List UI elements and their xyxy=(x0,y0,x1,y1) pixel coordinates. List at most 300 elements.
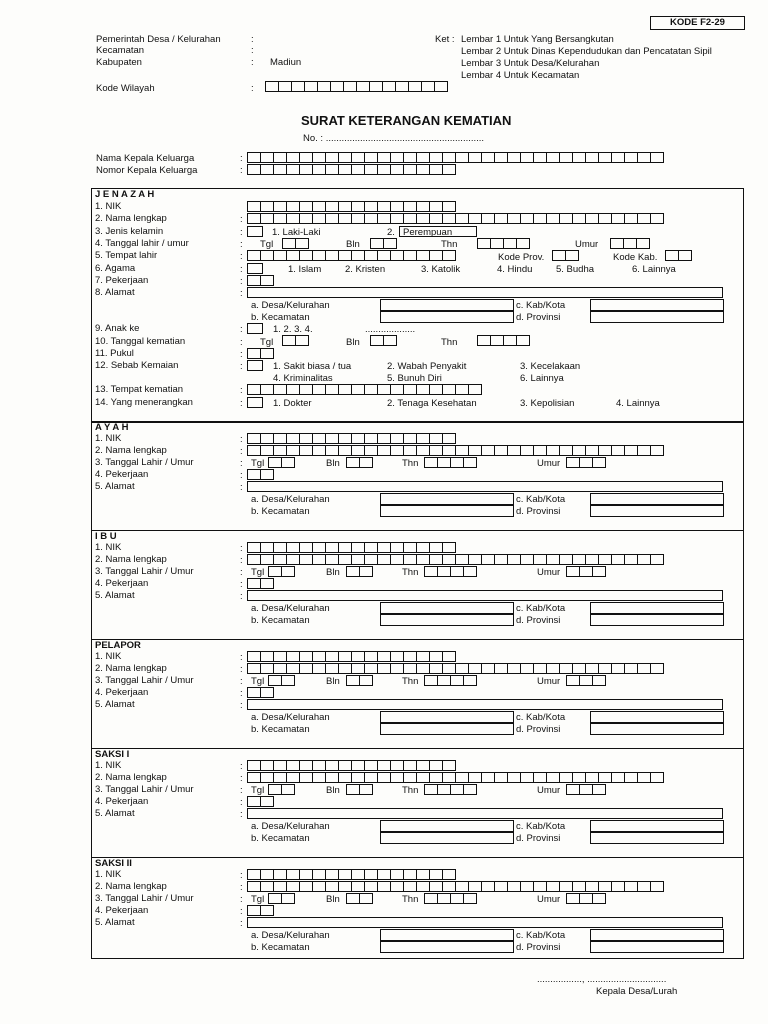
saksi1-alamat-input[interactable] xyxy=(247,808,723,819)
input-cell[interactable] xyxy=(579,893,593,904)
input-cell[interactable] xyxy=(416,554,430,565)
input-cell[interactable] xyxy=(566,675,580,686)
input-cell[interactable] xyxy=(585,881,599,892)
input-cell[interactable] xyxy=(273,213,287,224)
input-cell[interactable] xyxy=(351,760,365,771)
input-cell[interactable] xyxy=(286,201,300,212)
input-cell[interactable] xyxy=(442,152,456,163)
input-cell[interactable] xyxy=(429,760,443,771)
input-cell[interactable] xyxy=(390,152,404,163)
saksi2-nik-cells[interactable] xyxy=(247,869,455,880)
input-cell[interactable] xyxy=(351,869,365,880)
input-cell[interactable] xyxy=(351,542,365,553)
addr-prov-input[interactable] xyxy=(590,311,724,323)
input-cell[interactable] xyxy=(429,663,443,674)
input-cell[interactable] xyxy=(665,250,679,261)
saksi1-kota-input[interactable] xyxy=(590,820,724,832)
input-cell[interactable] xyxy=(299,760,313,771)
input-cell[interactable] xyxy=(299,152,313,163)
input-cell[interactable] xyxy=(346,675,360,686)
kematian-tgl-cells[interactable] xyxy=(282,335,308,346)
input-cell[interactable] xyxy=(455,772,469,783)
input-cell[interactable] xyxy=(650,772,664,783)
input-cell[interactable] xyxy=(377,663,391,674)
input-cell[interactable] xyxy=(481,152,495,163)
input-cell[interactable] xyxy=(552,250,566,261)
input-cell[interactable] xyxy=(273,881,287,892)
input-cell[interactable] xyxy=(546,881,560,892)
input-cell[interactable] xyxy=(566,784,580,795)
input-cell[interactable] xyxy=(338,651,352,662)
input-cell[interactable] xyxy=(286,663,300,674)
input-cell[interactable] xyxy=(364,663,378,674)
input-cell[interactable] xyxy=(579,566,593,577)
input-cell[interactable] xyxy=(338,152,352,163)
input-cell[interactable] xyxy=(351,164,365,175)
lahir-umur-cells[interactable] xyxy=(610,238,649,249)
input-cell[interactable] xyxy=(312,651,326,662)
input-cell[interactable] xyxy=(338,250,352,261)
input-cell[interactable] xyxy=(286,651,300,662)
input-cell[interactable] xyxy=(325,772,339,783)
input-cell[interactable] xyxy=(463,675,477,686)
jenazah-nama-cells[interactable] xyxy=(247,213,663,224)
input-cell[interactable] xyxy=(260,905,274,916)
saksi1-desa-input[interactable] xyxy=(380,820,514,832)
input-cell[interactable] xyxy=(579,457,593,468)
input-cell[interactable] xyxy=(598,772,612,783)
input-cell[interactable] xyxy=(455,213,469,224)
input-cell[interactable] xyxy=(338,881,352,892)
input-cell[interactable] xyxy=(463,893,477,904)
input-cell[interactable] xyxy=(299,164,313,175)
input-cell[interactable] xyxy=(247,869,261,880)
input-cell[interactable] xyxy=(260,881,274,892)
ayah-nik-cells[interactable] xyxy=(247,433,455,444)
input-cell[interactable] xyxy=(442,384,456,395)
input-cell[interactable] xyxy=(325,651,339,662)
input-cell[interactable] xyxy=(346,566,360,577)
ibu-kota-input[interactable] xyxy=(590,602,724,614)
input-cell[interactable] xyxy=(637,554,651,565)
input-cell[interactable] xyxy=(312,542,326,553)
input-cell[interactable] xyxy=(442,869,456,880)
input-cell[interactable] xyxy=(312,201,326,212)
input-cell[interactable] xyxy=(611,772,625,783)
input-cell[interactable] xyxy=(273,554,287,565)
input-cell[interactable] xyxy=(370,335,384,346)
saksi1-pekerjaan-cells[interactable] xyxy=(247,796,273,807)
input-cell[interactable] xyxy=(403,869,417,880)
input-cell[interactable] xyxy=(481,663,495,674)
input-cell[interactable] xyxy=(637,213,651,224)
input-cell[interactable] xyxy=(494,152,508,163)
input-cell[interactable] xyxy=(494,772,508,783)
input-cell[interactable] xyxy=(260,348,274,359)
input-cell[interactable] xyxy=(442,760,456,771)
input-cell[interactable] xyxy=(468,881,482,892)
input-cell[interactable] xyxy=(494,663,508,674)
saksi1-nama-cells[interactable] xyxy=(247,772,663,783)
input-cell[interactable] xyxy=(325,663,339,674)
input-cell[interactable] xyxy=(260,796,274,807)
input-cell[interactable] xyxy=(450,784,464,795)
input-cell[interactable] xyxy=(598,663,612,674)
pelapor-prov-input[interactable] xyxy=(590,723,724,735)
input-cell[interactable] xyxy=(346,457,360,468)
saksi2-umur-cells[interactable] xyxy=(566,893,605,904)
input-cell[interactable] xyxy=(481,213,495,224)
input-cell[interactable] xyxy=(268,675,282,686)
ayah-kec-input[interactable] xyxy=(380,505,514,517)
input-cell[interactable] xyxy=(650,445,664,456)
input-cell[interactable] xyxy=(247,578,261,589)
kode-wilayah-cells[interactable] xyxy=(265,81,447,92)
input-cell[interactable] xyxy=(299,201,313,212)
input-cell[interactable] xyxy=(377,250,391,261)
input-cell[interactable] xyxy=(403,384,417,395)
input-cell[interactable] xyxy=(377,384,391,395)
input-cell[interactable] xyxy=(424,566,438,577)
input-cell[interactable] xyxy=(260,869,274,880)
input-cell[interactable] xyxy=(364,445,378,456)
input-cell[interactable] xyxy=(520,445,534,456)
input-cell[interactable] xyxy=(637,663,651,674)
input-cell[interactable] xyxy=(455,554,469,565)
input-cell[interactable] xyxy=(260,250,274,261)
saksi1-nik-cells[interactable] xyxy=(247,760,455,771)
ayah-kota-input[interactable] xyxy=(590,493,724,505)
input-cell[interactable] xyxy=(507,663,521,674)
input-cell[interactable] xyxy=(299,663,313,674)
input-cell[interactable] xyxy=(247,554,261,565)
input-cell[interactable] xyxy=(481,772,495,783)
input-cell[interactable] xyxy=(611,663,625,674)
input-cell[interactable] xyxy=(338,384,352,395)
input-cell[interactable] xyxy=(299,213,313,224)
input-cell[interactable] xyxy=(611,213,625,224)
input-cell[interactable] xyxy=(650,663,664,674)
input-cell[interactable] xyxy=(624,881,638,892)
input-cell[interactable] xyxy=(429,433,443,444)
input-cell[interactable] xyxy=(338,433,352,444)
input-cell[interactable] xyxy=(408,81,422,92)
input-cell[interactable] xyxy=(281,457,295,468)
addr-kota-input[interactable] xyxy=(590,299,724,311)
input-cell[interactable] xyxy=(592,566,606,577)
input-cell[interactable] xyxy=(455,445,469,456)
input-cell[interactable] xyxy=(403,152,417,163)
input-cell[interactable] xyxy=(338,164,352,175)
input-cell[interactable] xyxy=(377,554,391,565)
input-cell[interactable] xyxy=(424,457,438,468)
ayah-prov-input[interactable] xyxy=(590,505,724,517)
input-cell[interactable] xyxy=(370,238,384,249)
input-cell[interactable] xyxy=(507,881,521,892)
input-cell[interactable] xyxy=(559,663,573,674)
input-cell[interactable] xyxy=(286,164,300,175)
input-cell[interactable] xyxy=(650,213,664,224)
input-cell[interactable] xyxy=(442,772,456,783)
input-cell[interactable] xyxy=(247,250,261,261)
input-cell[interactable] xyxy=(312,433,326,444)
addr-kec-input[interactable] xyxy=(380,311,514,323)
input-cell[interactable] xyxy=(503,238,517,249)
input-cell[interactable] xyxy=(312,445,326,456)
input-cell[interactable] xyxy=(416,201,430,212)
input-cell[interactable] xyxy=(286,554,300,565)
ibu-tgl-cells[interactable] xyxy=(268,566,294,577)
saksi2-prov-input[interactable] xyxy=(590,941,724,953)
input-cell[interactable] xyxy=(442,542,456,553)
input-cell[interactable] xyxy=(317,81,331,92)
input-cell[interactable] xyxy=(429,152,443,163)
input-cell[interactable] xyxy=(351,433,365,444)
input-cell[interactable] xyxy=(390,881,404,892)
input-cell[interactable] xyxy=(424,893,438,904)
input-cell[interactable] xyxy=(477,335,491,346)
saksi1-tgl-cells[interactable] xyxy=(268,784,294,795)
input-cell[interactable] xyxy=(247,772,261,783)
input-cell[interactable] xyxy=(383,238,397,249)
saksi1-umur-cells[interactable] xyxy=(566,784,605,795)
input-cell[interactable] xyxy=(364,384,378,395)
input-cell[interactable] xyxy=(624,213,638,224)
lahir-bln-cells[interactable] xyxy=(370,238,396,249)
input-cell[interactable] xyxy=(403,651,417,662)
input-cell[interactable] xyxy=(364,433,378,444)
input-cell[interactable] xyxy=(351,445,365,456)
input-cell[interactable] xyxy=(572,663,586,674)
input-cell[interactable] xyxy=(282,335,296,346)
input-cell[interactable] xyxy=(611,152,625,163)
input-cell[interactable] xyxy=(572,881,586,892)
input-cell[interactable] xyxy=(503,335,517,346)
input-cell[interactable] xyxy=(247,796,261,807)
ibu-bln-cells[interactable] xyxy=(346,566,372,577)
input-cell[interactable] xyxy=(623,238,637,249)
input-cell[interactable] xyxy=(247,905,261,916)
input-cell[interactable] xyxy=(624,554,638,565)
input-cell[interactable] xyxy=(377,772,391,783)
input-cell[interactable] xyxy=(295,238,309,249)
input-cell[interactable] xyxy=(338,869,352,880)
input-cell[interactable] xyxy=(468,554,482,565)
input-cell[interactable] xyxy=(338,554,352,565)
input-cell[interactable] xyxy=(260,275,274,286)
input-cell[interactable] xyxy=(516,335,530,346)
input-cell[interactable] xyxy=(351,651,365,662)
input-cell[interactable] xyxy=(416,663,430,674)
input-cell[interactable] xyxy=(346,893,360,904)
saksi2-bln-cells[interactable] xyxy=(346,893,372,904)
input-cell[interactable] xyxy=(429,201,443,212)
input-cell[interactable] xyxy=(247,348,261,359)
input-cell[interactable] xyxy=(338,772,352,783)
input-cell[interactable] xyxy=(286,760,300,771)
input-cell[interactable] xyxy=(442,881,456,892)
input-cell[interactable] xyxy=(450,675,464,686)
input-cell[interactable] xyxy=(377,201,391,212)
input-cell[interactable] xyxy=(520,663,534,674)
input-cell[interactable] xyxy=(429,250,443,261)
input-cell[interactable] xyxy=(299,772,313,783)
input-cell[interactable] xyxy=(278,81,292,92)
input-cell[interactable] xyxy=(299,433,313,444)
input-cell[interactable] xyxy=(351,554,365,565)
input-cell[interactable] xyxy=(450,457,464,468)
input-cell[interactable] xyxy=(468,445,482,456)
sebab-checkbox[interactable] xyxy=(247,360,263,371)
input-cell[interactable] xyxy=(507,445,521,456)
input-cell[interactable] xyxy=(325,760,339,771)
input-cell[interactable] xyxy=(624,663,638,674)
input-cell[interactable] xyxy=(566,566,580,577)
input-cell[interactable] xyxy=(390,542,404,553)
input-cell[interactable] xyxy=(312,164,326,175)
input-cell[interactable] xyxy=(268,457,282,468)
input-cell[interactable] xyxy=(455,152,469,163)
input-cell[interactable] xyxy=(390,433,404,444)
pelapor-alamat-input[interactable] xyxy=(247,699,723,710)
input-cell[interactable] xyxy=(377,651,391,662)
input-cell[interactable] xyxy=(533,213,547,224)
input-cell[interactable] xyxy=(650,554,664,565)
input-cell[interactable] xyxy=(463,566,477,577)
ibu-alamat-input[interactable] xyxy=(247,590,723,601)
input-cell[interactable] xyxy=(286,433,300,444)
input-cell[interactable] xyxy=(364,201,378,212)
kode-kab-cells[interactable] xyxy=(665,250,691,261)
input-cell[interactable] xyxy=(247,881,261,892)
input-cell[interactable] xyxy=(442,663,456,674)
input-cell[interactable] xyxy=(260,201,274,212)
input-cell[interactable] xyxy=(421,81,435,92)
input-cell[interactable] xyxy=(299,869,313,880)
input-cell[interactable] xyxy=(559,152,573,163)
input-cell[interactable] xyxy=(546,152,560,163)
ayah-umur-cells[interactable] xyxy=(566,457,605,468)
input-cell[interactable] xyxy=(260,213,274,224)
input-cell[interactable] xyxy=(304,81,318,92)
input-cell[interactable] xyxy=(572,554,586,565)
input-cell[interactable] xyxy=(592,893,606,904)
input-cell[interactable] xyxy=(286,152,300,163)
input-cell[interactable] xyxy=(364,554,378,565)
input-cell[interactable] xyxy=(390,201,404,212)
input-cell[interactable] xyxy=(455,881,469,892)
addr-desa-input[interactable] xyxy=(380,299,514,311)
kematian-thn-cells[interactable] xyxy=(477,335,529,346)
input-cell[interactable] xyxy=(364,869,378,880)
input-cell[interactable] xyxy=(325,542,339,553)
input-cell[interactable] xyxy=(507,213,521,224)
input-cell[interactable] xyxy=(546,772,560,783)
input-cell[interactable] xyxy=(403,164,417,175)
input-cell[interactable] xyxy=(390,772,404,783)
input-cell[interactable] xyxy=(377,433,391,444)
input-cell[interactable] xyxy=(377,445,391,456)
nomor-kk-cells[interactable] xyxy=(247,164,455,175)
input-cell[interactable] xyxy=(282,238,296,249)
input-cell[interactable] xyxy=(450,893,464,904)
input-cell[interactable] xyxy=(383,335,397,346)
input-cell[interactable] xyxy=(429,213,443,224)
input-cell[interactable] xyxy=(481,881,495,892)
ayah-alamat-input[interactable] xyxy=(247,481,723,492)
pelapor-nik-cells[interactable] xyxy=(247,651,455,662)
ayah-bln-cells[interactable] xyxy=(346,457,372,468)
input-cell[interactable] xyxy=(442,433,456,444)
input-cell[interactable] xyxy=(325,250,339,261)
input-cell[interactable] xyxy=(351,772,365,783)
input-cell[interactable] xyxy=(520,554,534,565)
input-cell[interactable] xyxy=(468,663,482,674)
input-cell[interactable] xyxy=(403,542,417,553)
input-cell[interactable] xyxy=(273,201,287,212)
pelapor-kota-input[interactable] xyxy=(590,711,724,723)
input-cell[interactable] xyxy=(299,445,313,456)
input-cell[interactable] xyxy=(678,250,692,261)
input-cell[interactable] xyxy=(533,152,547,163)
input-cell[interactable] xyxy=(424,784,438,795)
saksi1-thn-cells[interactable] xyxy=(424,784,476,795)
input-cell[interactable] xyxy=(247,213,261,224)
jenazah-pekerjaan-cells[interactable] xyxy=(247,275,273,286)
ibu-nik-cells[interactable] xyxy=(247,542,455,553)
tempat-lahir-cells[interactable] xyxy=(247,250,455,261)
input-cell[interactable] xyxy=(299,384,313,395)
input-cell[interactable] xyxy=(359,893,373,904)
input-cell[interactable] xyxy=(403,213,417,224)
saksi2-kec-input[interactable] xyxy=(380,941,514,953)
input-cell[interactable] xyxy=(390,164,404,175)
input-cell[interactable] xyxy=(377,542,391,553)
input-cell[interactable] xyxy=(377,213,391,224)
input-cell[interactable] xyxy=(325,445,339,456)
input-cell[interactable] xyxy=(490,238,504,249)
input-cell[interactable] xyxy=(598,881,612,892)
input-cell[interactable] xyxy=(312,869,326,880)
lahir-tgl-cells[interactable] xyxy=(282,238,308,249)
input-cell[interactable] xyxy=(572,772,586,783)
agama-checkbox[interactable] xyxy=(247,263,263,274)
nama-kk-cells[interactable] xyxy=(247,152,663,163)
input-cell[interactable] xyxy=(390,760,404,771)
input-cell[interactable] xyxy=(260,152,274,163)
input-cell[interactable] xyxy=(273,772,287,783)
input-cell[interactable] xyxy=(390,213,404,224)
input-cell[interactable] xyxy=(494,881,508,892)
input-cell[interactable] xyxy=(325,201,339,212)
input-cell[interactable] xyxy=(429,164,443,175)
input-cell[interactable] xyxy=(624,445,638,456)
anak-ke-checkbox[interactable] xyxy=(247,323,263,334)
input-cell[interactable] xyxy=(429,554,443,565)
input-cell[interactable] xyxy=(437,675,451,686)
input-cell[interactable] xyxy=(416,152,430,163)
input-cell[interactable] xyxy=(338,445,352,456)
input-cell[interactable] xyxy=(247,542,261,553)
input-cell[interactable] xyxy=(416,164,430,175)
input-cell[interactable] xyxy=(455,384,469,395)
input-cell[interactable] xyxy=(260,651,274,662)
input-cell[interactable] xyxy=(520,213,534,224)
input-cell[interactable] xyxy=(403,772,417,783)
ibu-nama-cells[interactable] xyxy=(247,554,663,565)
input-cell[interactable] xyxy=(546,554,560,565)
input-cell[interactable] xyxy=(346,784,360,795)
